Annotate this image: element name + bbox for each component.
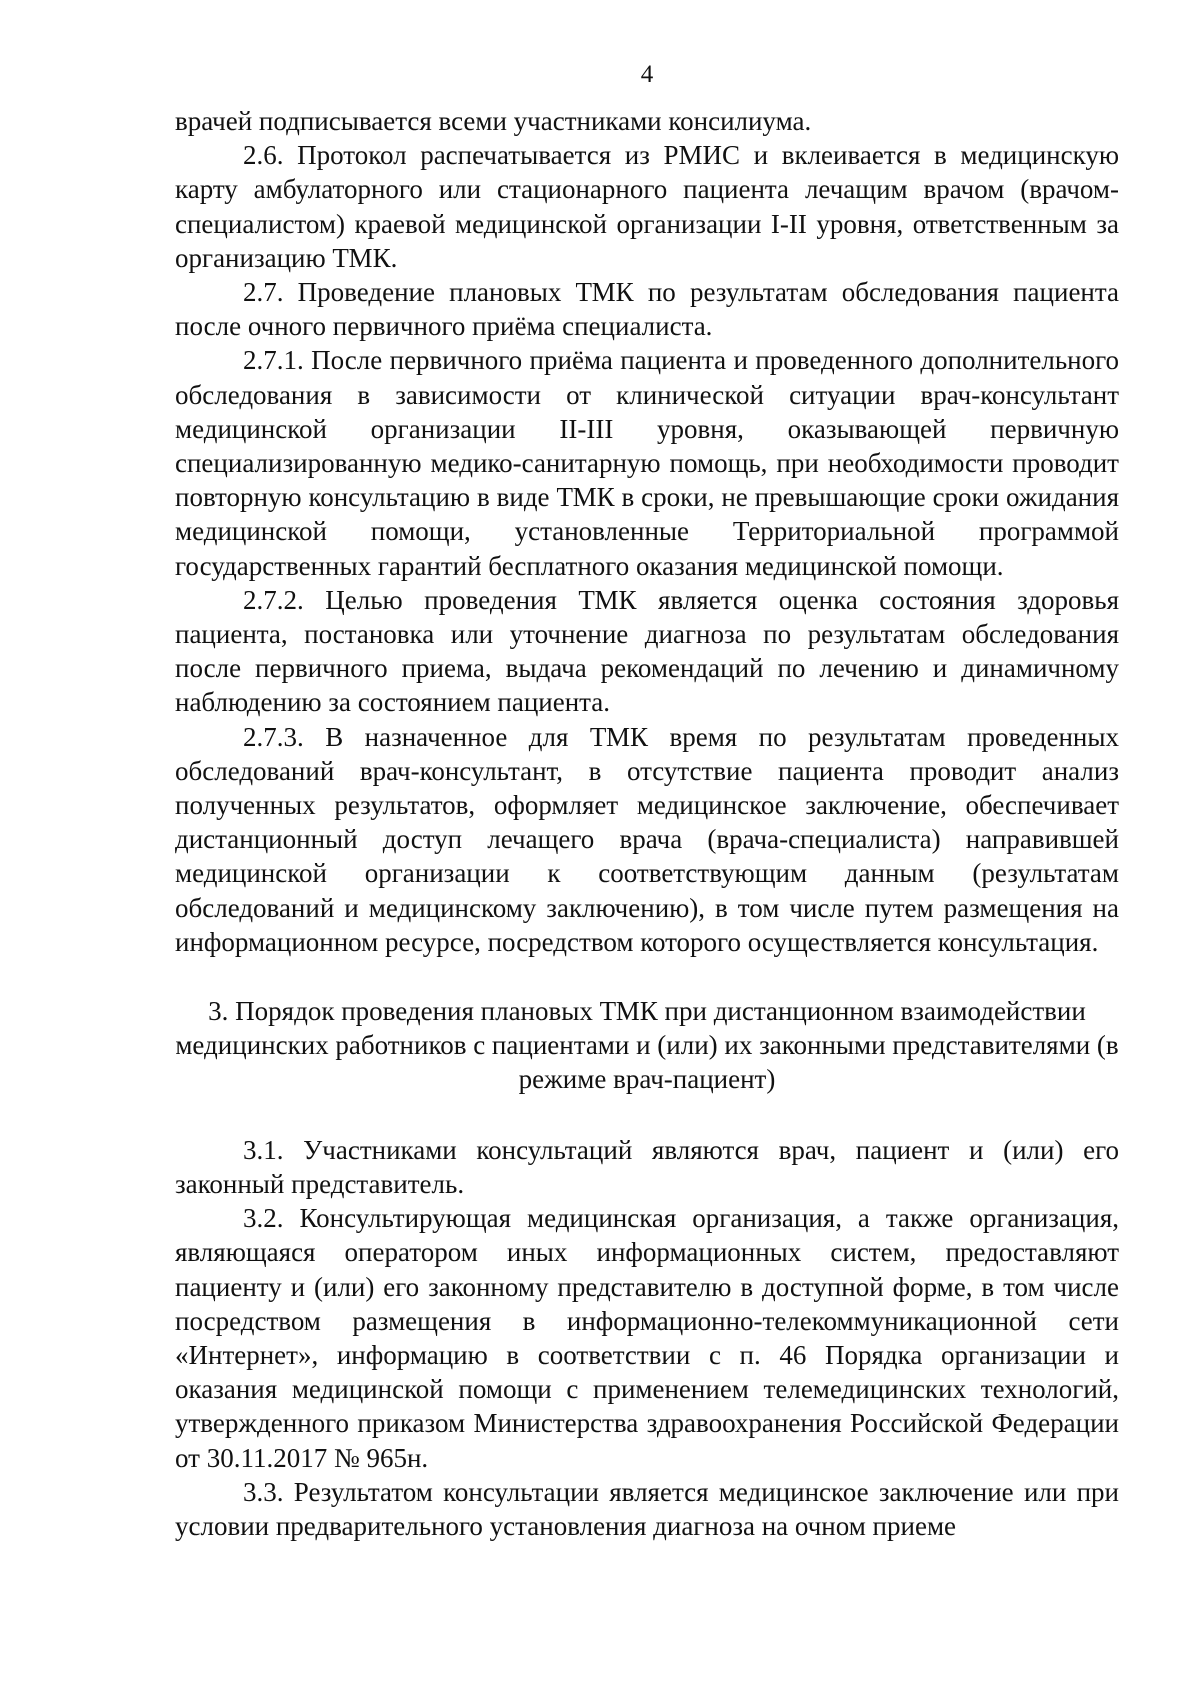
document-page bbox=[175, 58, 1119, 1543]
paragraph-2-7: 2.7. Проведение плановых ТМК по результатам обследования пациента после очного первичного приёма специалиста. bbox=[175, 277, 1119, 342]
paragraph-2-7-2: 2.7.2. Целью проведения ТМК является оценка состояния здоровья пациента, постановка или уточнение диагноза по результатам обследования после первичного приема, выдача рекомендаций по лечению и динамичному наблюдению за состоянием пациента. bbox=[175, 584, 1119, 718]
paragraph-2-7-3: 2.7.3. В назначенное для ТМК время по результатам проведенных обследований врач-консультант, в отсутствие пациента проводит анализ полученных результатов, оформляет медицинское заключение, обеспечивает дистанционный доступ лечащего врача (врача-специалиста) направившей медицинской организации к соответствующим данным (результатам обследований и медицинскому заключению), в том числе путем размещения на информационном ресурсе, посредством которого осуществляется консультация. bbox=[175, 721, 1119, 957]
paragraph-continuation: врачей подписывается всеми участниками консилиума. bbox=[175, 106, 812, 136]
paragraph-2-6: 2.6. Протокол распечатывается из РМИС и вклеивается в медицинскую карту амбулаторного или стационарного пациента лечащим врачом (врачом-специалистом) краевой медицинской организации I-II уровня, ответственным за организацию ТМК. bbox=[175, 140, 1119, 273]
paragraph-3-2: 3.2. Консультирующая медицинская организация, а также организация, являющаяся оператором иных информационных систем, предоставляют пациенту и (или) его законному представителю в доступной форме, в том числе посредством размещения в информационно-телекоммуникационной сети «Интернет», информацию в соответствии с п. 46 Порядка организации и оказания медицинской помощи с применением телемедицинских технологий, утвержденного приказом Министерства здравоохранения Российской Федерации от 30.11.2017 № 965н. bbox=[175, 1203, 1119, 1473]
page-number: 4 bbox=[640, 61, 654, 88]
section-3-heading: 3. Порядок проведения плановых ТМК при дистанционном взаимодействии медицинских работников с пациентами и (или) их законными представителями (в режиме врач-пациент) bbox=[175, 996, 1119, 1095]
paragraph-2-7-1: 2.7.1. После первичного приёма пациента и проведенного дополнительного обследования в зависимости от клинической ситуации врач-консультант медицинской организации II-III уровня, оказывающей первичную специализированную медико-санитарную помощь, при необходимости проводит повторную консультацию в виде ТМК в сроки, не превышающие сроки ожидания медицинской помощи, установленные Территориальной программой государственных гарантий бесплатного оказания медицинской помощи. bbox=[175, 345, 1119, 581]
paragraph-3-1: 3.1. Участниками консультаций являются врач, пациент и (или) его законный представитель. bbox=[175, 1134, 1119, 1199]
paragraph-3-3: 3.3. Результатом консультации является медицинское заключение или при условии предварительного установления диагноза на очном приеме bbox=[175, 1476, 1119, 1541]
